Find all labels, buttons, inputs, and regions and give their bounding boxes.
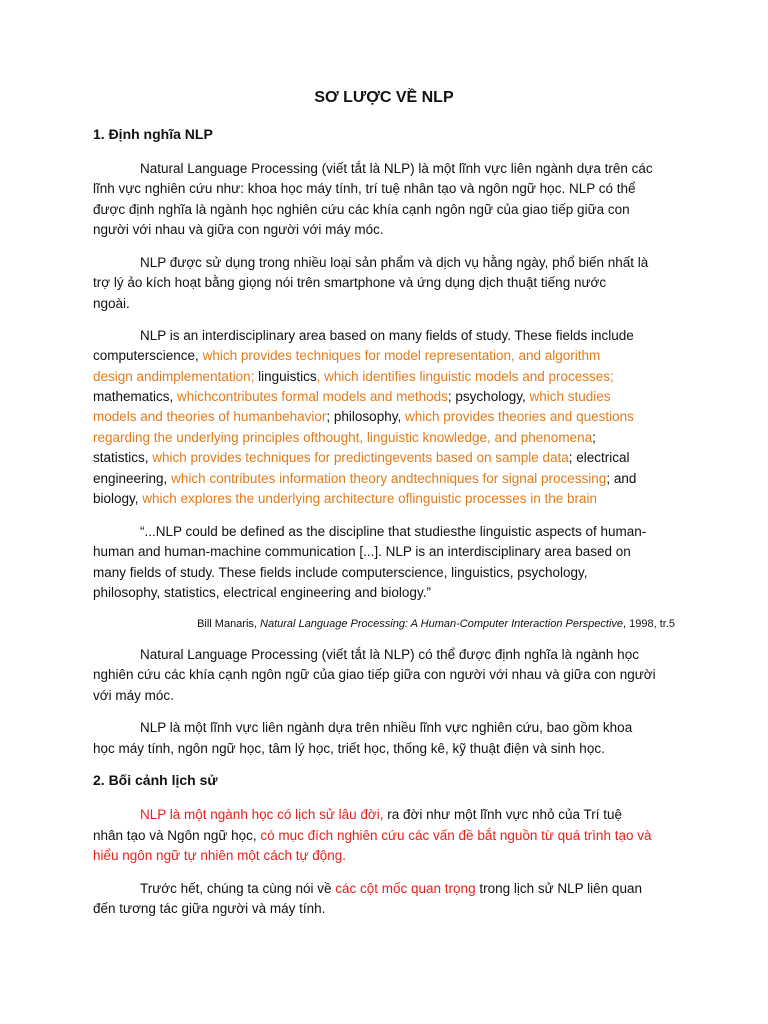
section-1-heading: 1. Định nghĩa NLP [93, 126, 213, 142]
text-run: statistics, [93, 450, 149, 465]
text-run: nhân tạo và Ngôn ngữ học, [93, 828, 257, 843]
citation [0, 617, 675, 631]
paragraph-line: Natural Language Processing (viết tắt là NLP) có thể được định nghĩa là ngành học [140, 647, 639, 662]
highlighted-text: regarding the underlying principles ofthought, linguistic knowledge, and phenomena [93, 430, 593, 445]
paragraph-line: NLP is an interdisciplinary area based on many fields of study. These fields include [140, 328, 634, 343]
text-run: linguistics [254, 369, 317, 384]
quote-line: “...NLP could be defined as the discipline that studiesthe linguistic aspects of human- [140, 524, 647, 539]
paragraph-line: nghiên cứu các khía cạnh ngôn ngữ của giao tiếp giữa con người với nhau và giữa con người [93, 667, 656, 682]
highlighted-text: which studies [525, 389, 611, 404]
red-highlighted-text: các cột mốc quan trọng [335, 881, 476, 896]
paragraph-line [93, 367, 614, 387]
citation-work: Natural Language Processing: A Human-Computer Interaction Perspective [260, 618, 624, 630]
text-run: ra đời như một lĩnh vực nhỏ của Trí tuệ [383, 807, 623, 822]
highlighted-text: whichcontributes formal models and methods [173, 389, 448, 404]
paragraph-line: NLP được sử dụng trong nhiều loại sản phẩm và dịch vụ hằng ngày, phổ biến nhất là [140, 255, 649, 270]
paragraph-line [93, 428, 596, 448]
paragraph-line: trợ lý ảo kích hoạt bằng giọng nói trên smartphone và ứng dụng dịch thuật tiếng nước [93, 275, 607, 290]
paragraph-line: ngoài. [93, 296, 130, 311]
paragraph-line: người với nhau và giữa con người với máy móc. [93, 222, 384, 237]
paragraph-line: lĩnh vực nghiên cứu như: khoa học máy tính, trí tuệ nhân tạo và ngôn ngữ học. NLP có thể [93, 181, 636, 196]
quote-line: human and human-machine communication [...]. NLP is an interdisciplinary area based on [93, 544, 631, 559]
text-run: ; and [606, 471, 637, 486]
text-run: engineering, [93, 471, 168, 486]
highlighted-text: which provides techniques for model representation, and algorithm [198, 348, 601, 363]
paragraph-line [93, 826, 651, 846]
highlighted-text: models and theories of humanbehavior [93, 409, 327, 424]
paragraph-line [140, 879, 642, 899]
text-run: ; electrical [568, 450, 630, 465]
paragraph-line: với máy móc. [93, 688, 174, 703]
red-highlighted-text: có mục đích nghiên cứu các vấn đề bắt nguồn từ quá trình tạo và [256, 828, 652, 843]
paragraph-line: hiểu ngôn ngữ tự nhiên một cách tự động. [93, 848, 347, 863]
quote-line: philosophy, statistics, electrical engineering and biology.” [93, 585, 431, 600]
paragraph-line: Natural Language Processing (viết tắt là NLP) là một lĩnh vực liên ngành dựa trên các [140, 161, 653, 176]
paragraph-line: đến tương tác giữa người và máy tính. [93, 901, 326, 916]
highlighted-text: which contributes information theory andtechniques for signal processing [167, 471, 607, 486]
paragraph-line: học máy tính, ngôn ngữ học, tâm lý học, triết học, thống kê, kỹ thuật điện và sinh học. [93, 741, 605, 756]
document-title: SƠ LƯỢC VỀ NLP [314, 89, 454, 106]
paragraph-line [93, 407, 634, 427]
highlighted-text: which explores the underlying architecture oflinguistic processes in the brain [138, 491, 598, 506]
highlighted-text: , which identifies linguistic models and processes; [316, 369, 614, 384]
paragraph-line [93, 448, 630, 468]
citation-author: Bill Manaris, [197, 618, 261, 630]
citation-year: , 1998, tr.5 [623, 618, 675, 630]
text-run: ; psychology, [447, 389, 526, 404]
paragraph-line: NLP là một lĩnh vực liên ngành dựa trên nhiều lĩnh vực nghiên cứu, bao gồm khoa [140, 720, 633, 735]
text-run: biology, [93, 491, 139, 506]
red-highlighted-text: NLP là một ngành học có lịch sử lâu đời, [140, 807, 384, 822]
paragraph-line [93, 346, 600, 366]
paragraph-line: được định nghĩa là ngành học nghiên cứu các khía cạnh ngôn ngữ của giao tiếp giữa con [93, 202, 630, 217]
text-run: ; philosophy, [326, 409, 402, 424]
highlighted-text: design andimplementation; [93, 369, 255, 384]
section-2-heading: 2. Bối cảnh lịch sử [93, 772, 218, 788]
paragraph-line [140, 805, 622, 825]
text-run: Trước hết, chúng ta cùng nói về [140, 881, 336, 896]
quote-line: many fields of study. These fields include computerscience, linguistics, psychology, [93, 565, 588, 580]
text-run: mathematics, [93, 389, 174, 404]
highlighted-text: which provides theories and questions [401, 409, 634, 424]
paragraph-line [93, 469, 636, 489]
text-run: ; [592, 430, 596, 445]
text-run: computerscience, [93, 348, 199, 363]
text-run: trong lịch sử NLP liên quan [475, 881, 642, 896]
highlighted-text: which provides techniques for predictingevents based on sample data [148, 450, 569, 465]
paragraph-line [93, 489, 597, 509]
paragraph-line [93, 387, 611, 407]
